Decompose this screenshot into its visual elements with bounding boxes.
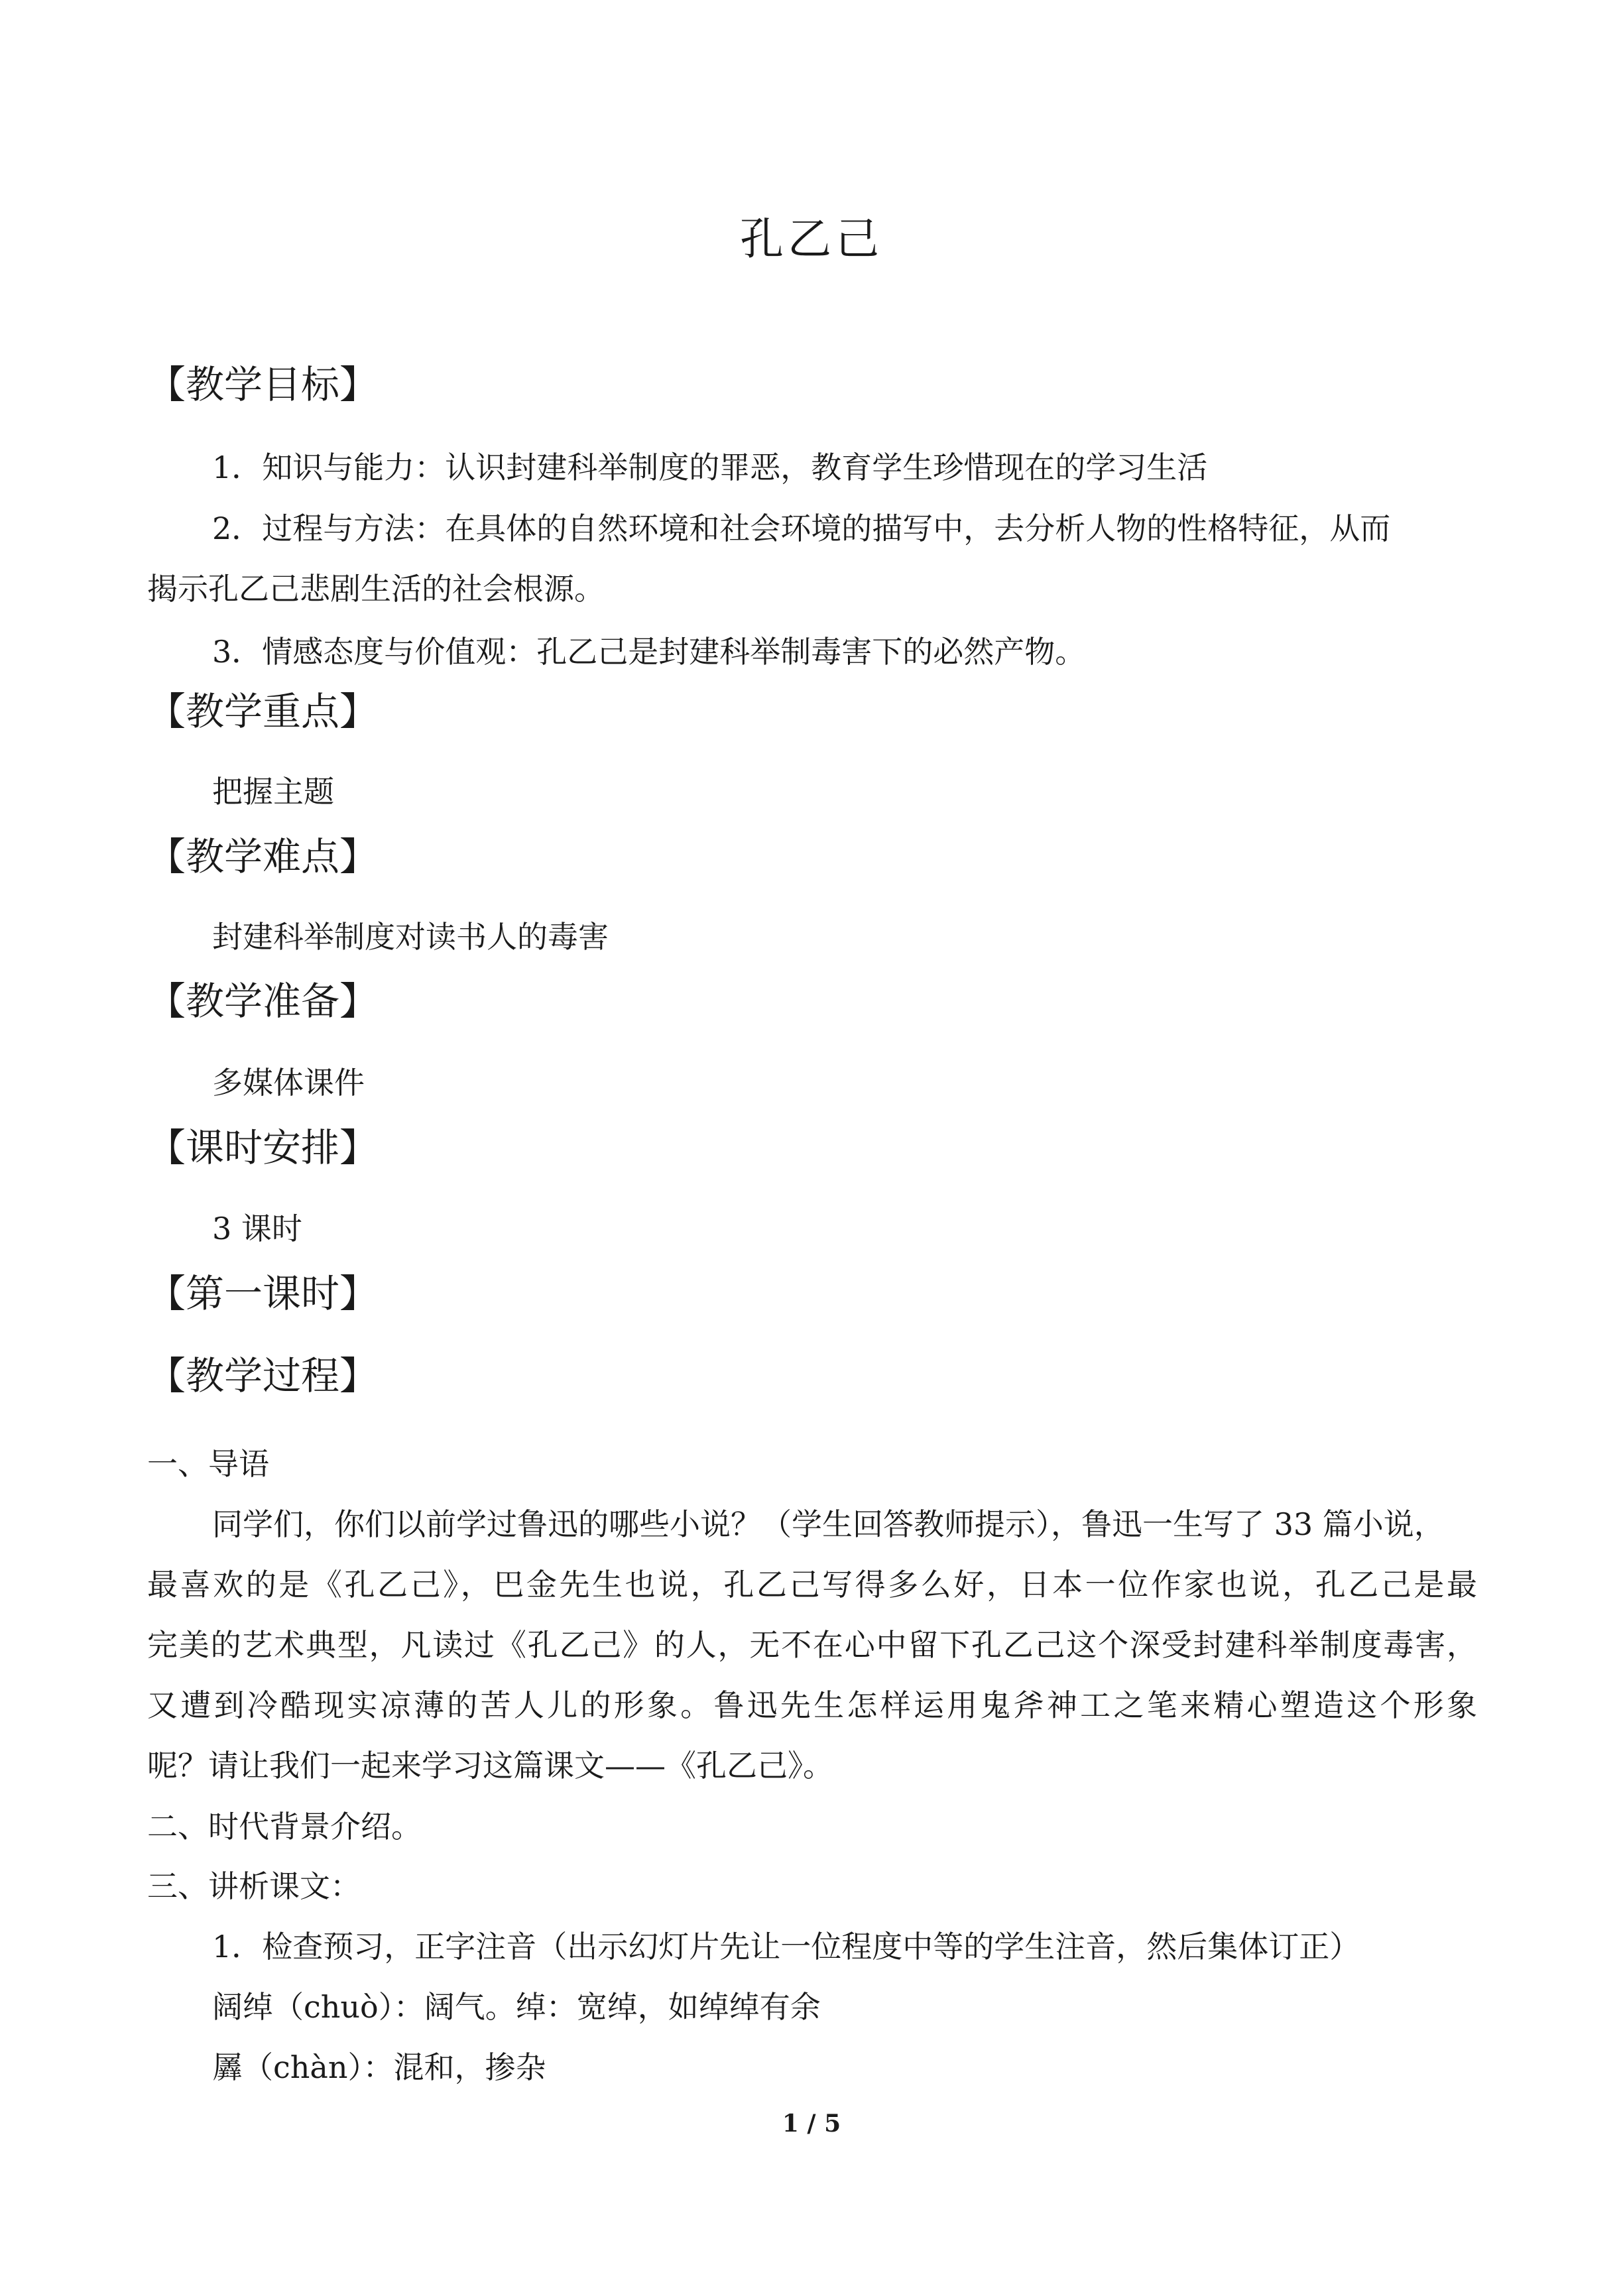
first-lesson-heading: 【第一课时】 bbox=[147, 1271, 379, 1316]
intro-line-1: 同学们，你们以前学过鲁迅的哪些小说？（学生回答教师提示），鲁迅一生写了 33 篇小说， bbox=[212, 1506, 1445, 1542]
analysis-line-3: 羼（chàn）：混和，掺杂 bbox=[212, 2049, 546, 2085]
preparation-heading: 【教学准备】 bbox=[147, 979, 379, 1024]
intro-line-5: 呢？请让我们一起来学习这篇课文——《孔乙己》。 bbox=[147, 1748, 833, 1783]
difficulties-text: 封建科举制度对读书人的毒害 bbox=[212, 919, 609, 955]
objective-line-3: 3．情感态度与价值观：孔乙己是封建科举制毒害下的必然产物。 bbox=[212, 634, 1086, 670]
preparation-text: 多媒体课件 bbox=[212, 1065, 365, 1101]
difficulties-heading: 【教学难点】 bbox=[147, 834, 379, 879]
intro-title: 一、导语 bbox=[147, 1446, 269, 1482]
key-points-text: 把握主题 bbox=[212, 774, 334, 810]
intro-line-4: 又遭到冷酷现实凉薄的苦人儿的形象。鲁迅先生怎样运用鬼斧神工之笔来精心塑造这个形象 bbox=[147, 1687, 1477, 1723]
objective-line-2: 2．过程与方法：在具体的自然环境和社会环境的描写中，去分析人物的性格特征，从而 bbox=[212, 511, 1391, 546]
page-title: 孔乙己 bbox=[740, 213, 883, 265]
objective-line-2-continued: 揭示孔乙己悲剧生活的社会根源。 bbox=[147, 571, 605, 607]
schedule-text: 3 课时 bbox=[212, 1211, 302, 1246]
analysis-line-2: 阔绰（chuò）：阔气。绰：宽绰，如绰绰有余 bbox=[212, 1989, 821, 2025]
objectives-heading: 【教学目标】 bbox=[147, 362, 379, 407]
analysis-line-1: 1．检查预习，正字注音（出示幻灯片先让一位程度中等的学生注音，然后集体订正） bbox=[212, 1929, 1360, 1964]
intro-line-3: 完美的艺术典型，凡读过《孔乙己》的人，无不在心中留下孔乙己这个深受封建科举制度毒害， bbox=[147, 1627, 1477, 1663]
objective-line-1: 1．知识与能力：认识封建科举制度的罪恶，教育学生珍惜现在的学习生活 bbox=[212, 450, 1208, 485]
page-number: 1 / 5 bbox=[782, 2110, 841, 2138]
schedule-heading: 【课时安排】 bbox=[147, 1125, 379, 1170]
key-points-heading: 【教学重点】 bbox=[147, 689, 379, 734]
background-title: 二、时代背景介绍。 bbox=[147, 1809, 422, 1844]
analysis-title: 三、讲析课文： bbox=[147, 1868, 361, 1904]
intro-line-2: 最喜欢的是《孔乙己》，巴金先生也说，孔乙己写得多么好，日本一位作家也说，孔乙己是最 bbox=[147, 1567, 1477, 1602]
process-heading: 【教学过程】 bbox=[147, 1353, 379, 1398]
